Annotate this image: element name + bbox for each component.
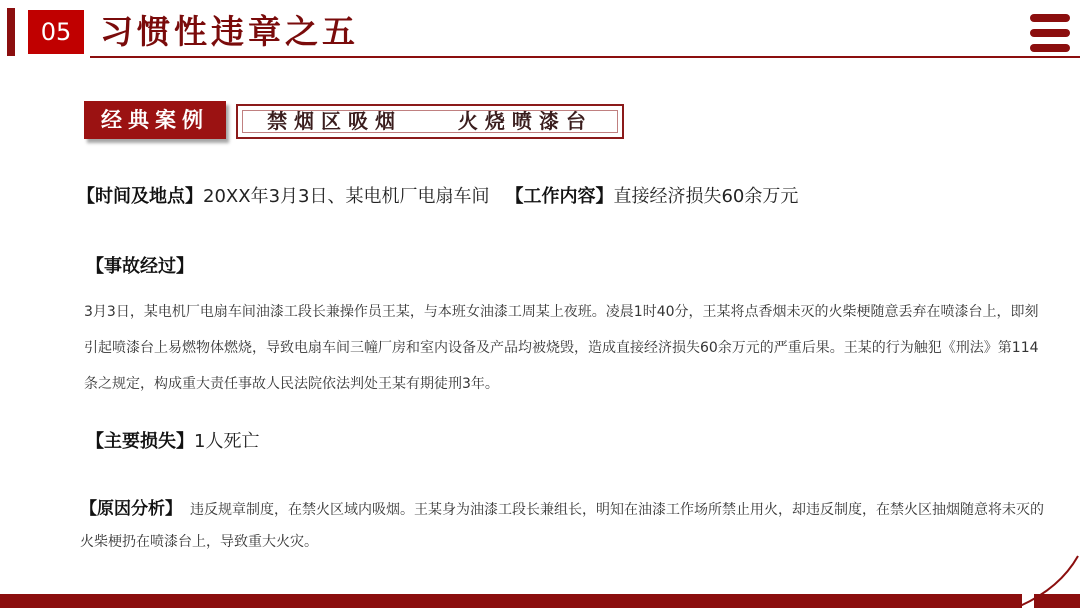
info-line [77,183,798,211]
accident-heading: 【事故经过】 [86,256,194,277]
time-value: 20XX年3月3日、某电机厂电扇车间 [203,186,490,207]
loss-label: 【主要损失】 [86,431,194,452]
case-title-box [236,104,624,139]
cause-label: 【原因分析】 [80,499,182,519]
work-value: 直接经济损失60余万元 [613,186,799,207]
cause-paragraph [80,493,1052,558]
menu-line [1030,29,1070,37]
page-title: 习惯性违章之五 [100,12,359,51]
accident-text: 3月3日，某电机厂电扇车间油漆工段长兼操作员王某，与本班女油漆工周某上夜班。凌晨1时40分，王某将点香烟未灭的火柴梗随意丢弃在喷漆台上，即刻引起喷漆台上易燃物体燃烧，导致电扇车间三幢厂房和室内设备及产品均被烧毁，造成直接经济损失60余万元的严重后果。王某的行为触犯《刑法》第114条之规定，构成重大责任事故人民法院依法判处王某有期徒刑3年。 [84,304,1039,392]
loss-line [86,428,259,456]
footer-bar [0,594,1022,608]
menu-line [1030,14,1070,22]
work-label: 【工作内容】 [505,186,614,207]
header-accent-bar [7,8,15,56]
header-divider [90,56,1080,58]
hamburger-icon[interactable] [1030,14,1070,52]
menu-line [1030,44,1070,52]
section-number: 05 [28,10,84,54]
case-tag: 经典案例 [84,101,226,139]
loss-value: 1人死亡 [194,431,260,452]
cause-text: 违反规章制度，在禁火区域内吸烟。王某身为油漆工段长兼组长，明知在油漆工作场所禁止用火，却违反制度，在禁火区抽烟随意将未灭的火柴梗扔在喷漆台上，导致重大火灾。 [80,502,1044,550]
footer-bar-right [1034,594,1080,608]
case-title: 禁烟区吸烟 火烧喷漆台 [267,109,593,133]
time-label: 【时间及地点】 [77,186,203,207]
